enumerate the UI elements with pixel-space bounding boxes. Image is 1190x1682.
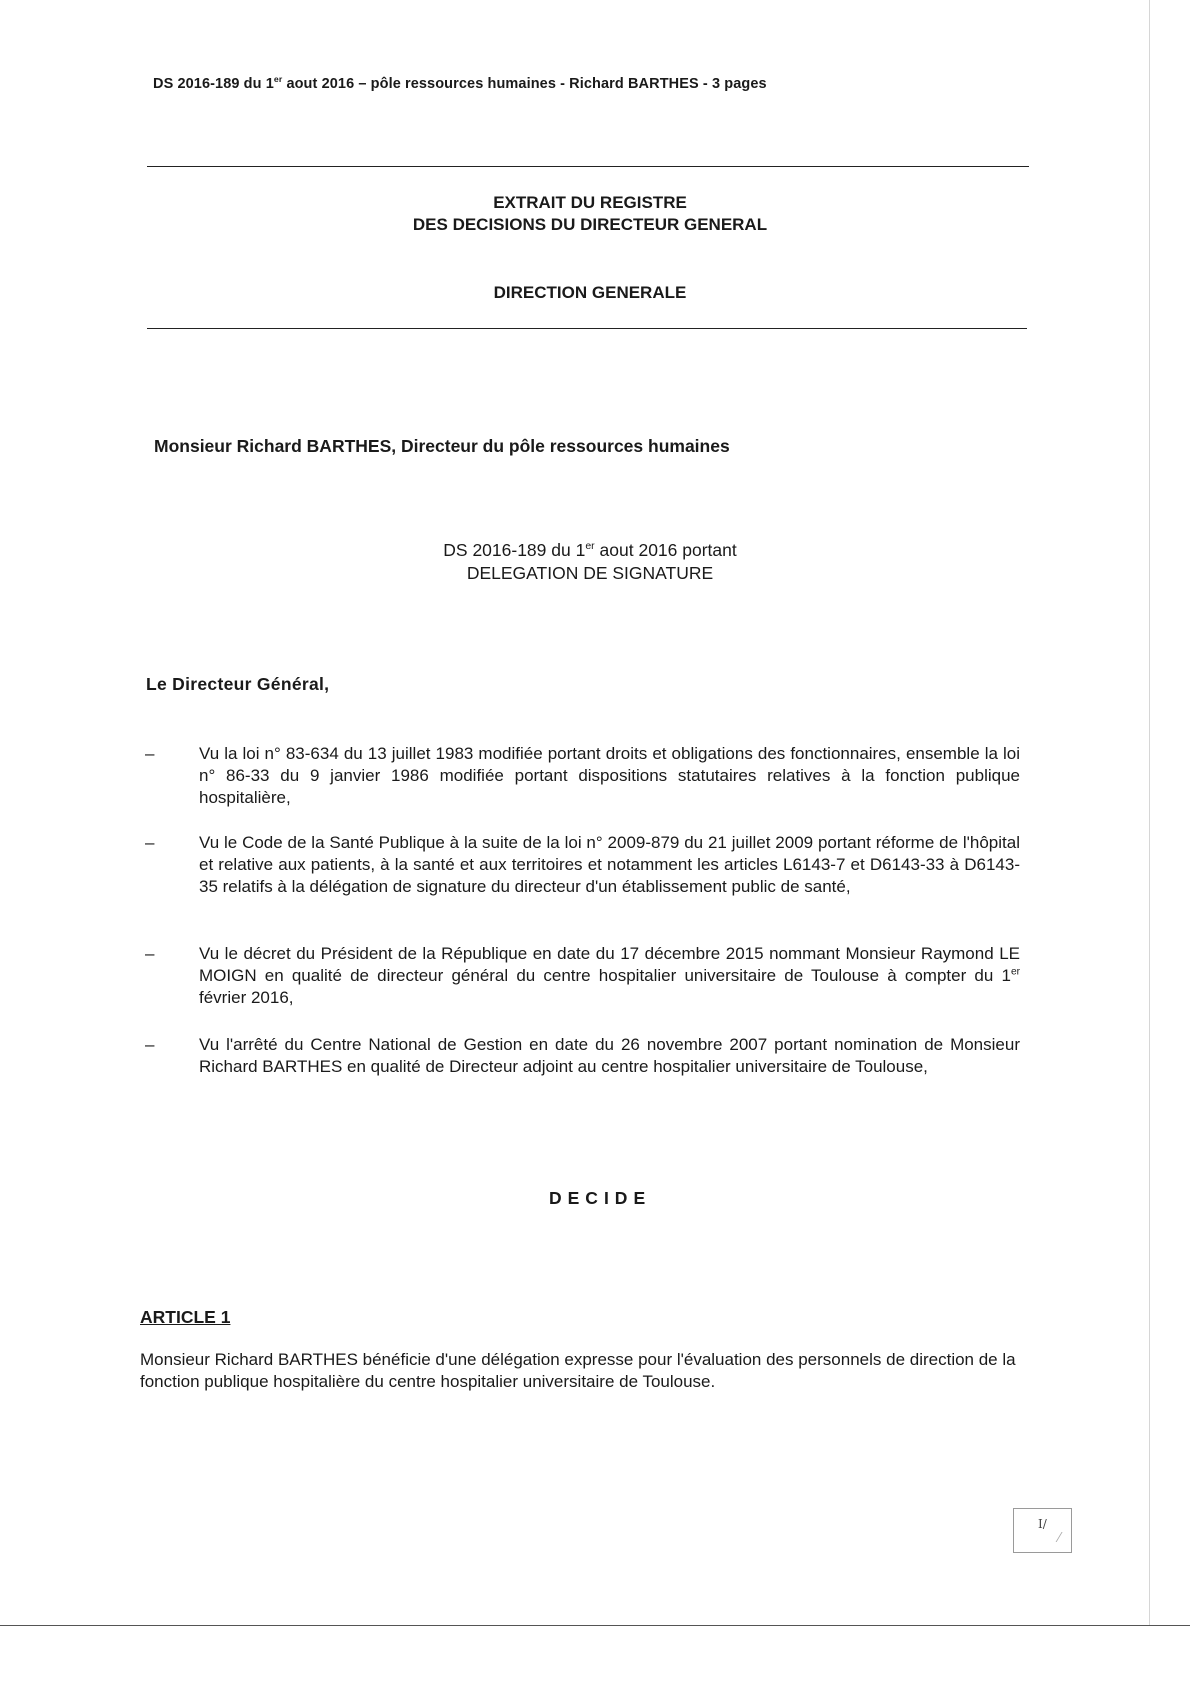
dash-bullet: – <box>145 833 155 852</box>
consideration-superscript: er <box>1010 966 1020 978</box>
header-ref-part-a: DS 2016-189 du 1 <box>153 76 274 92</box>
registry-heading <box>380 192 800 236</box>
consideration-text-part-b: février 2016, <box>199 988 294 1007</box>
consideration-text: Vu l'arrêté du Centre National de Gestion en date du 26 novembre 2007 portant nomination de Monsieur Richard BARTHES en qualité de Directeur adjoint au centre hospitalier universitaire de Toulouse, <box>199 1035 1020 1076</box>
decision-title-superscript: er <box>585 540 595 553</box>
scan-bottom-line <box>0 1625 1190 1626</box>
article-1-title: ARTICLE 1 <box>140 1307 231 1327</box>
registry-line-1: EXTRAIT DU REGISTRE <box>493 193 687 212</box>
top-rule <box>147 166 1029 167</box>
initials-pen-mark-icon: ⁄ <box>1058 1531 1061 1546</box>
consideration-item-3 <box>145 943 1020 1009</box>
header-ref-superscript: er <box>273 74 283 85</box>
consideration-text: Vu la loi n° 83-634 du 13 juillet 1983 modifiée portant droits et obligations des fonctionnaires, ensemble la loi n° 86-33 du 9 janvier 1986 modifiée portant dispositions statutaires relatives à la fonction publique hospitalière, <box>199 744 1020 807</box>
consideration-item-1 <box>145 743 1020 809</box>
article-1-body: Monsieur Richard BARTHES bénéficie d'une délégation expresse pour l'évaluation des personnels de direction de la fonction publique hospitalière du centre hospitalier universitaire de Toulouse. <box>140 1350 1016 1391</box>
decision-title <box>380 539 800 585</box>
initials-text: I/ <box>1038 1517 1047 1531</box>
director-heading: Le Directeur Général, <box>146 674 330 694</box>
dash-bullet: – <box>145 744 155 763</box>
consideration-text: Vu le Code de la Santé Publique à la suite de la loi n° 2009-879 du 21 juillet 2009 portant réforme de l'hôpital et relative aux patients, à la santé et aux territoires et notamment les articles L6143-7 et D6143-33 à D6143-35 relatifs à la délégation de signature du directeur d'un établissement public de santé, <box>199 833 1020 896</box>
consideration-text-part-a: Vu le décret du Président de la République en date du 17 décembre 2015 nommant Monsieur Raymond LE MOIGN en qualité de directeur général du centre hospitalier universitaire de Toulouse à compter du 1 <box>199 944 1020 985</box>
direction-heading: DIRECTION GENERALE <box>493 283 687 302</box>
dash-bullet: – <box>145 1035 155 1054</box>
second-rule <box>147 328 1027 329</box>
header-ref-part-b: aout 2016 – pôle ressources humaines - Richard BARTHES - 3 pages <box>282 76 767 92</box>
registry-line-2: DES DECISIONS DU DIRECTEUR GENERAL <box>412 215 768 234</box>
scan-edge-line <box>1149 0 1150 1625</box>
initials-stamp <box>1013 1508 1072 1553</box>
dash-bullet: – <box>145 944 155 963</box>
addressee: Monsieur Richard BARTHES, Directeur du pôle ressources humaines <box>154 436 730 456</box>
decision-title-part-b: aout 2016 portant <box>594 540 737 560</box>
consideration-item-4 <box>145 1034 1020 1078</box>
document-reference-header <box>153 76 767 92</box>
decision-title-part-a: DS 2016-189 du 1 <box>443 540 586 560</box>
decision-title-line-2: DELEGATION DE SIGNATURE <box>466 563 714 583</box>
decision-title-line-1 <box>380 539 800 562</box>
decide-heading: DECIDE <box>549 1188 652 1208</box>
consideration-item-2 <box>145 832 1020 898</box>
consideration-text <box>199 943 1020 1009</box>
